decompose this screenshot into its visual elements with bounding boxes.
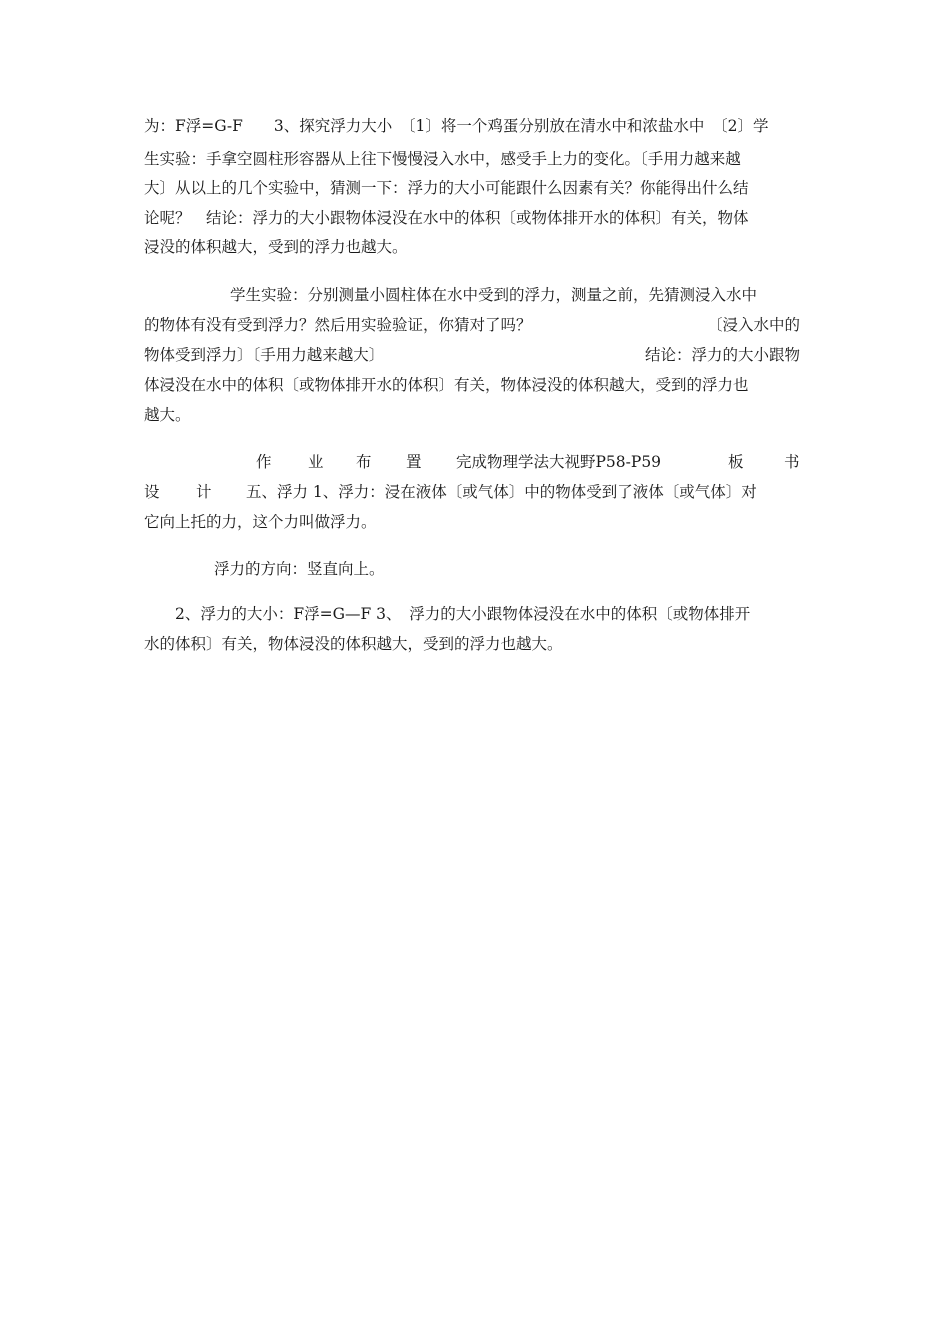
text-line: 浮力的方向：竖直向上。 (214, 560, 385, 578)
text-segment: 设 (144, 483, 160, 501)
text-line: 论呢？ 结论：浮力的大小跟物体浸没在水中的体积〔或物体排开水的体积〕有关，物体 (144, 209, 749, 227)
text-segment: 书 (784, 453, 800, 471)
text-segment: 〔浸入水中的 (706, 316, 800, 334)
text-line: 生实验：手拿空圆柱形容器从上往下慢慢浸入水中，感受手上力的变化。〔手用力越来越 (144, 150, 741, 168)
text-segment: 作 (256, 453, 272, 471)
text-segment: 计 (196, 483, 212, 501)
text-line (144, 452, 800, 472)
text-line: 2、浮力的大小：F浮=G—F 3、 浮力的大小跟物体浸没在水中的体积〔或物体排开 (175, 605, 751, 623)
text-segment: 完成物理学法大视野P58-P59 (456, 453, 662, 471)
text-line: 为：F浮=G-F 3、探究浮力大小 〔1〕将一个鸡蛋分别放在清水中和浓盐水中 〔2〕学 (144, 117, 769, 135)
text-line: 越大。 (144, 406, 191, 424)
text-segment: 板 (728, 453, 744, 471)
text-segment: 的物体有没有受到浮力？然后用实验验证，你猜对了吗？ (144, 316, 532, 334)
text-segment: 置 (406, 453, 422, 471)
text-segment: 五、浮力 1、浮力：浸在液体〔或气体〕中的物体受到了液体〔或气体〕对 (246, 483, 757, 501)
text-segment: 布 (356, 453, 372, 471)
text-segment: 业 (308, 453, 324, 471)
text-line (144, 482, 800, 502)
text-line: 体浸没在水中的体积〔或物体排开水的体积〕有关，物体浸没的体积越大，受到的浮力也 (144, 376, 749, 394)
text-line: 学生实验：分别测量小圆柱体在水中受到的浮力，测量之前，先猜测浸入水中 (230, 286, 758, 304)
text-line: 水的体积〕有关，物体浸没的体积越大，受到的浮力也越大。 (144, 635, 563, 653)
text-line (144, 315, 800, 335)
text-line (144, 345, 800, 365)
text-segment: 结论：浮力的大小跟物 (644, 346, 800, 364)
text-line: 大〕从以上的几个实验中，猜测一下：浮力的大小可能跟什么因素有关？你能得出什么结 (144, 179, 749, 197)
text-segment: 物体受到浮力〕〔手用力越来越大〕 (144, 346, 385, 364)
text-line: 它向上托的力，这个力叫做浮力。 (144, 513, 377, 531)
text-line: 浸没的体积越大，受到的浮力也越大。 (144, 238, 408, 256)
